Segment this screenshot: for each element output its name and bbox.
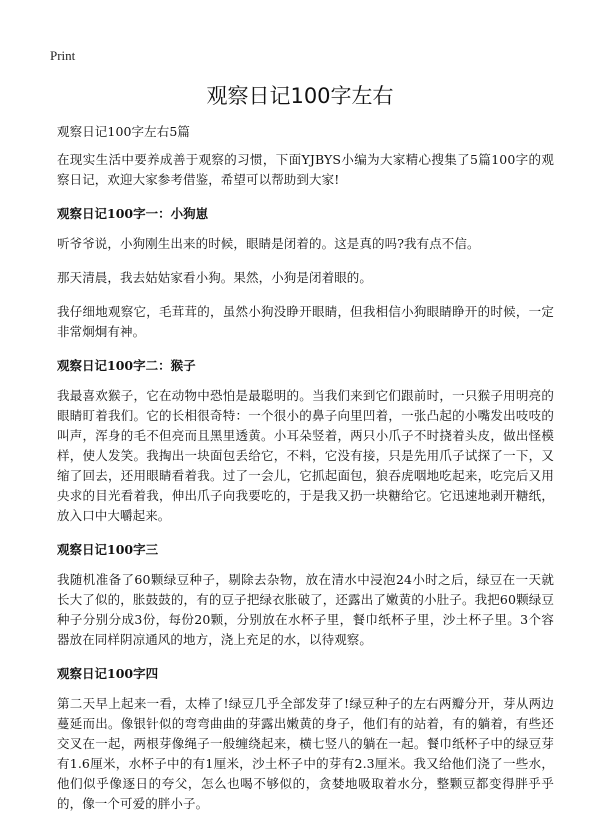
- section-heading: 观察日记100字四: [57, 666, 159, 681]
- article-subtitle: 观察日记100字左右5篇: [57, 124, 191, 139]
- intro-paragraph: 在现实生活中要养成善于观察的习惯，下面YJBYS小编为大家精心搜集了5篇100字的观察日记，欢迎大家参考借鉴，希望可以帮助到大家!: [57, 152, 554, 187]
- section-paragraph: 听爷爷说，小狗刚生出来的时候，眼睛是闭着的。这是真的吗?我有点不信。: [57, 236, 480, 251]
- section-paragraph: 第二天早上起来一看，太棒了!绿豆几乎全部发芽了!绿豆种子的左右两瓣分开，芽从两边蔓延而出。像银针似的弯弯曲曲的芽露出嫩黄的身子，他们有的站着，有的躺着，有些还交叉在一起，两根芽像绳子一般缠绕起来，横七竖八的躺在一起。餐巾纸杯子中的绿豆芽有1.6厘米，水杯子中的有1厘米，沙土杯子中的芽有2.3厘米。我又给他们浇了一些水，他们似乎像逐日的夸父，怎么也喝不够似的，贪婪地吸取着水分，整颗豆都变得胖乎乎的，像一个可爱的胖小子。: [57, 696, 554, 811]
- section-paragraph: 那天清晨，我去姑姑家看小狗。果然，小狗是闭着眼的。: [57, 270, 373, 285]
- article-body: [57, 122, 554, 828]
- section-paragraph: 我随机准备了60颗绿豆种子，剔除去杂物，放在清水中浸泡24小时之后，绿豆在一天就长大了似的，胀鼓鼓的，有的豆子把绿衣胀破了，还露出了嫩黄的小肚子。我把60颗绿豆种子分别分成3份，每份20颗，分别放在水杯子里，餐巾纸杯子里，沙土杯子里。3个容器放在同样阴凉通风的地方，浇上充足的水，以待观察。: [57, 572, 554, 647]
- section-heading: 观察日记100字一：小狗崽: [57, 206, 209, 221]
- section-paragraph: 我仔细地观察它，毛茸茸的，虽然小狗没睁开眼睛，但我相信小狗眼睛睁开的时候，一定非常炯炯有神。: [57, 304, 554, 339]
- section-paragraph: 我最喜欢猴子，它在动物中恐怕是最聪明的。当我们来到它们跟前时，一只猴子用明亮的眼睛盯着我们。它的长相很奇特：一个很小的鼻子向里凹着，一张凸起的小嘴发出吱吱的叫声，浑身的毛不但亮而且黑里透黄。小耳朵竖着，两只小爪子不时挠着头皮，做出怪模样，使人发笑。我掏出一块面包丢给它，不料，它没有接，只是先用爪子试探了一下，又缩了回去，还用眼睛看着我。过了一会儿，它抓起面包，狼吞虎咽地吃起来，吃完后又用央求的目光看着我，伸出爪子向我要吃的，于是我又扔一块糖给它。它迅速地剥开糖纸，放入口中大嚼起来。: [57, 388, 554, 523]
- page-title: 观察日记100字左右: [206, 84, 394, 108]
- section-heading: 观察日记100字三: [57, 542, 159, 557]
- section-heading: 观察日记100字二：猴子: [57, 358, 196, 373]
- print-link[interactable]: Print: [50, 48, 76, 63]
